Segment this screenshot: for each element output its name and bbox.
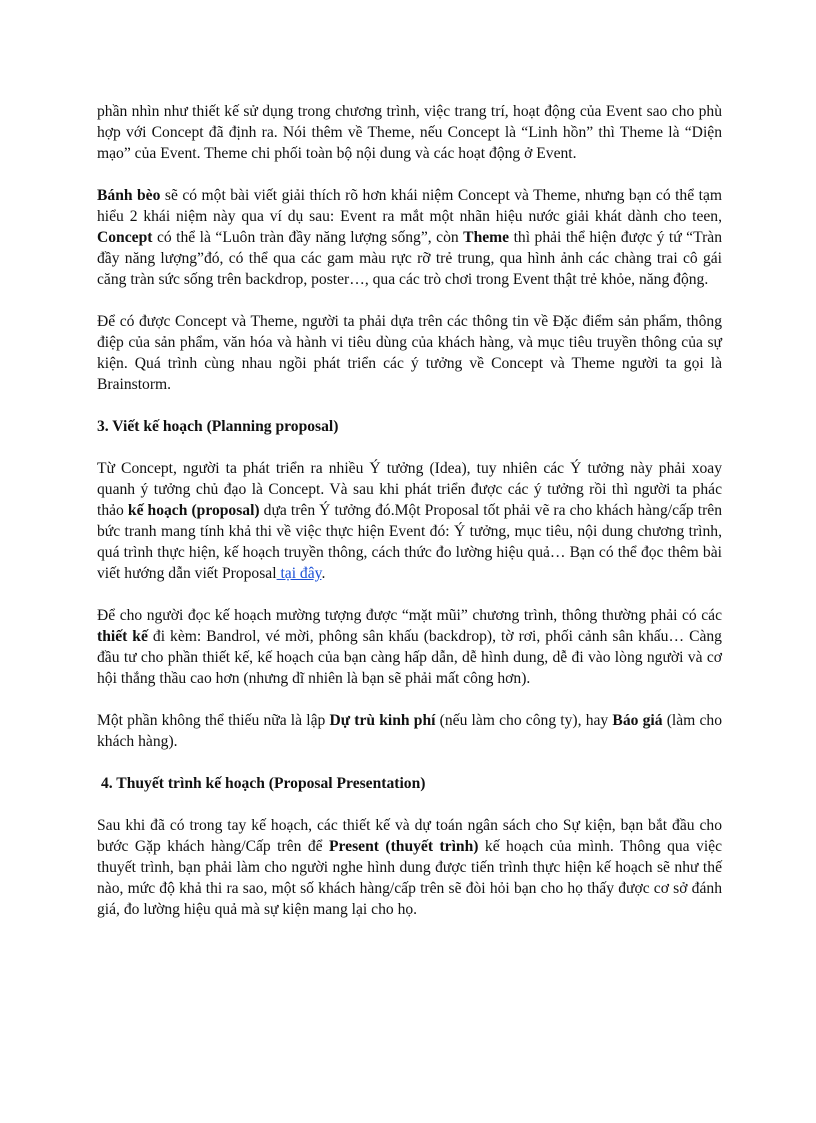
paragraph-text: (làm cho khách hàng). bbox=[97, 712, 722, 750]
paragraph-text: kế hoạch của mình. Thông qua việc thuyết trình, bạn phải làm cho người nghe hình dung được tiến trình thực hiện kế hoạch sẽ như thế nào, mức độ khả thi ra sao, một số khách hàng/cấp trên sẽ đòi hỏi bạn cho họ thấy được cơ sở đánh giá, đo lường hiệu quả mà sự kiện mang lại cho họ. bbox=[97, 838, 722, 918]
paragraph-presentation bbox=[97, 815, 722, 920]
paragraph-text: (nếu làm cho công ty), hay bbox=[435, 712, 613, 729]
bold-proposal: kế hoạch (proposal) bbox=[127, 502, 260, 519]
paragraph-text: Sau khi đã có trong tay kế hoạch, các thiết kế và dự toán ngân sách cho Sự kiện, bạn bắt đầu cho bước Gặp khách hàng/Cấp trên để bbox=[97, 817, 722, 855]
paragraph-theme-intro bbox=[97, 101, 722, 164]
paragraph-text: Để cho người đọc kế hoạch mường tượng được “mặt mũi” chương trình, thông thường phải có các bbox=[97, 607, 722, 624]
paragraph-text: Từ Concept, người ta phát triển ra nhiều Ý tưởng (Idea), tuy nhiên các Ý tưởng này phải xoay quanh ý tưởng chủ đạo là Concept. Và sau khi phát triển được các ý tưởng rồi thì người ta phác thảo bbox=[97, 460, 722, 519]
proposal-guide-link[interactable]: tại đây bbox=[276, 565, 322, 582]
paragraph-proposal bbox=[97, 458, 722, 584]
bold-present: Present (thuyết trình) bbox=[329, 838, 479, 855]
bold-banh-beo: Bánh bèo bbox=[97, 187, 161, 204]
paragraph-brainstorm bbox=[97, 311, 722, 395]
paragraph-text: phần nhìn như thiết kế sử dụng trong chương trình, việc trang trí, hoạt động của Event sao cho phù hợp với Concept đã định ra. Nói thêm về Theme, nếu Concept là “Linh hồn” thì Theme là “Diện mạo” của Event. Theme chi phối toàn bộ nội dung và các hoạt động ở Event. bbox=[97, 103, 722, 162]
bold-bao-gia: Báo giá bbox=[612, 712, 663, 729]
paragraph-budget bbox=[97, 710, 722, 752]
heading-planning-proposal: 3. Viết kế hoạch (Planning proposal) bbox=[97, 418, 339, 435]
paragraph-text: thì phải thể hiện được ý tứ “Tràn đầy năng lượng”đó, có thể qua các gam màu rực rỡ trẻ trung, qua hình ảnh các chàng trai cô gái căng tràn sức sống trên backdrop, poster…, qua các trò chơi trong Event thật trẻ khỏe, năng động. bbox=[97, 229, 722, 288]
heading-proposal-presentation: 4. Thuyết trình kế hoạch (Proposal Presentation) bbox=[101, 775, 426, 792]
paragraph-text: . bbox=[321, 565, 326, 582]
paragraph-text: dựa trên Ý tưởng đó.Một Proposal tốt phải vẽ ra cho khách hàng/cấp trên bức tranh mang tính khả thi về việc thực hiện Event đó: Ý tưởng, mục tiêu, nội dung chương trình, quá trình thực hiện, kế hoạch truyền thông, cách thức đo lường hiệu quả… Bạn có thể đọc thêm bài viết hướng dẫn viết Proposal bbox=[97, 502, 723, 582]
bold-thiet-ke: thiết kế bbox=[97, 628, 148, 645]
bold-concept: Concept bbox=[97, 229, 153, 246]
paragraph-text: Để có được Concept và Theme, người ta phải dựa trên các thông tin về Đặc điểm sản phẩm, thông điệp của sản phẩm, văn hóa và hành vi tiêu dùng của khách hàng, và mục tiêu truyền thông của sự kiện. Quá trình cùng nhau ngồi phát triển các ý tưởng về Concept và Theme người ta gọi là Brainstorm. bbox=[97, 313, 722, 393]
bold-du-tru-kinh-phi: Dự trù kinh phí bbox=[329, 712, 436, 729]
paragraph-text: đi kèm: Bandrol, vé mời, phông sân khấu (backdrop), tờ rơi, phối cảnh sân khấu… Càng đầu tư cho phần thiết kế, kế hoạch của bạn càng hấp dẫn, dễ hình dung, dễ đi vào lòng người và cơ hội thắng thầu cao hơn (nhưng dĩ nhiên là bạn sẽ phải mất công hơn). bbox=[97, 628, 722, 687]
paragraph-concept-example bbox=[97, 185, 722, 290]
paragraph-text: có thể là “Luôn tràn đầy năng lượng sống”, còn bbox=[152, 229, 464, 246]
paragraph-text: sẽ có một bài viết giải thích rõ hơn khái niệm Concept và Theme, nhưng bạn có thể tạm hiểu 2 khái niệm này qua ví dụ sau: Event ra mắt một nhãn hiệu nước giải khát dành cho teen, bbox=[97, 187, 722, 225]
paragraph-design bbox=[97, 605, 722, 689]
bold-theme: Theme bbox=[463, 229, 510, 246]
document-page bbox=[97, 101, 722, 941]
paragraph-text: Một phần không thể thiếu nữa là lập bbox=[97, 712, 330, 729]
